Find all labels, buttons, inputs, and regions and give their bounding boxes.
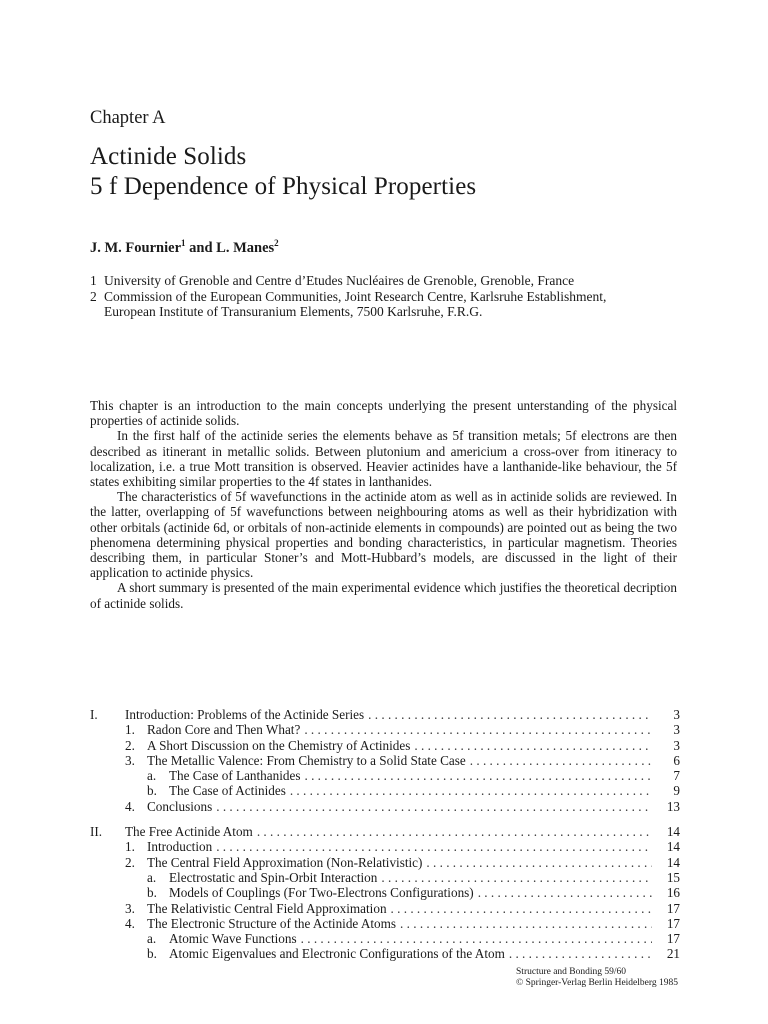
author-1: J. M. Fournier [90,239,182,256]
toc-entry [90,768,680,783]
toc-entry-page: 17 [666,915,680,931]
author-connector: and [185,239,217,256]
affiliation-row [90,289,606,305]
toc-entry-number: II. [90,824,103,840]
affiliations [90,273,606,320]
toc-entry [90,855,680,870]
authors [90,238,279,257]
toc-leader-dots [391,901,652,916]
abstract-paragraph: The characteristics of 5f wavefunctions in the actinide atom as well as in actinide solids are reviewed. In the latter, overlapping of 5f wavefunctions between neighbouring atoms as well as their hybridization with other orbitals (actinide 6d, or orbitals of non-actinide elements in compounds) are pointed out as being the two phenomena determining physical properties and bonding characteristics, in particular magnetism. Theories describing them, in particular Stoner’s and Mott-Hubbard’s models, are discussed in the light of their application to actinide physics. [90,489,677,581]
abstract-paragraph: This chapter is an introduction to the main concepts underlying the present unterstanding of the physical properties of actinide solids. [90,398,677,429]
toc-leader-dots [216,839,652,854]
toc-entry [90,783,680,798]
toc-entry-page: 14 [666,824,680,840]
toc-entry-page: 17 [666,931,680,947]
table-of-contents [90,707,680,962]
author-1-affiliation-mark: 1 [181,238,186,248]
toc-entry-title: The Free Actinide Atom [125,824,253,840]
toc-entry-title: The Electronic Structure of the Actinide Atoms [147,915,397,931]
publication-footer [516,967,678,989]
toc-entry [90,722,680,737]
toc-entry-number: 3. [125,900,135,916]
toc-entry [90,946,680,961]
affiliation-number: 2 [90,288,97,304]
affiliation-text: European Institute of Transuranium Elements, 7500 Karlsruhe, F.R.G. [104,304,483,319]
toc-entry [90,931,680,946]
toc-entry-number: a. [147,869,157,885]
toc-entry-title: The Central Field Approximation (Non-Relativistic) [147,854,423,870]
footer-copyright-line: © Springer-Verlag Berlin Heidelberg 1985 [516,978,678,988]
toc-leader-dots [478,885,652,900]
toc-entry-page: 9 [673,783,680,799]
toc-entry-page: 3 [673,722,680,738]
toc-leader-dots [426,855,652,870]
toc-leader-dots [368,707,652,722]
toc-entry-page: 14 [666,854,680,870]
toc-entry-number: 1. [125,722,135,738]
abstract-paragraph: A short summary is presented of the main experimental evidence which justifies the theoretical decription of actinide solids. [90,580,677,611]
toc-entry-number: a. [147,768,157,784]
toc-entry-number: a. [147,931,157,947]
toc-entry-number: b. [147,946,157,962]
toc-entry-page: 14 [666,839,680,855]
toc-entry-number: I. [90,707,98,722]
toc-leader-dots [414,738,652,753]
toc-leader-dots [381,870,652,885]
chapter-label: Chapter A [90,108,166,128]
toc-section-gap [90,814,680,824]
toc-leader-dots [301,931,652,946]
abstract-paragraph: In the first half of the actinide series the elements behave as 5f transition metals; 5f electrons are then described as itinerant in metallic solids. Between plutonium and americium a cross-over from itineracy to localization, i.e. a true Mott transition is observed. Heavier actinides have a lanthanide-like behaviour, the 5f states exhibiting similar properties to the 4f states in lanthanides. [90,428,677,490]
affiliation-number [90,304,104,320]
toc-leader-dots [304,722,652,737]
toc-entry-number: b. [147,885,157,901]
toc-leader-dots [304,768,652,783]
toc-entry-page: 3 [673,737,680,753]
toc-entry-page: 16 [666,885,680,901]
author-2-affiliation-mark: 2 [274,238,279,248]
chapter-title-line1: Actinide Solids [90,143,247,170]
toc-entry-title: The Case of Actinides [169,783,286,799]
toc-entry-title: The Relativistic Central Field Approximation [147,900,387,916]
toc-entry [90,916,680,931]
toc-entry-title: Introduction [147,839,213,855]
toc-leader-dots [290,783,652,798]
abstract [90,398,677,611]
toc-entry-number: 3. [125,752,135,768]
toc-leader-dots [257,824,652,839]
toc-leader-dots [509,946,652,961]
toc-entry-title: Atomic Eigenvalues and Electronic Configurations of the Atom [169,946,505,962]
toc-entry-title: Atomic Wave Functions [169,931,297,947]
toc-entry-number: 1. [125,839,135,855]
footer-series-line: Structure and Bonding 59/60 [516,967,627,977]
toc-entry-title: Electrostatic and Spin-Orbit Interaction [169,869,378,885]
toc-entry-number: b. [147,783,157,799]
toc-entry-page: 3 [673,707,680,722]
toc-entry [90,799,680,814]
toc-entry [90,885,680,900]
toc-entry-title: The Case of Lanthanides [169,768,301,784]
toc-entry [90,870,680,885]
toc-entry-title: Conclusions [147,798,213,814]
affiliation-number: 1 [90,273,97,288]
toc-entry-page: 15 [666,869,680,885]
affiliation-row [90,304,606,320]
toc-leader-dots [470,753,652,768]
toc-entry-title: A Short Discussion on the Chemistry of Actinides [147,737,411,753]
toc-entry-title: Introduction: Problems of the Actinide Series [125,707,365,722]
toc-entry-page: 6 [673,752,680,768]
author-2: L. Manes [216,239,275,256]
affiliation-row [90,273,606,289]
toc-entry-number: 4. [125,915,135,931]
affiliation-text: Commission of the European Communities, Joint Research Centre, Karlsruhe Establishment, [104,288,607,304]
toc-entry [90,901,680,916]
toc-leader-dots [216,799,652,814]
toc-entry [90,753,680,768]
toc-entry [90,839,680,854]
toc-entry-title: The Metallic Valence: From Chemistry to a Solid State Case [147,752,466,768]
toc-entry [90,738,680,753]
toc-entry-page: 7 [673,768,680,784]
affiliation-text: University of Grenoble and Centre d’Etudes Nucléaires de Grenoble, Grenoble, France [104,273,575,288]
toc-entry-number: 2. [125,737,135,753]
toc-leader-dots [400,916,652,931]
toc-entry-title: Models of Couplings (For Two-Electrons Configurations) [169,885,474,901]
chapter-title-line2: 5 f Dependence of Physical Properties [90,173,477,200]
toc-entry-number: 2. [125,854,135,870]
toc-entry [90,824,680,839]
toc-entry-page: 13 [666,798,680,814]
toc-entry-title: Radon Core and Then What? [147,722,301,738]
toc-entry-page: 17 [666,900,680,916]
toc-entry [90,707,680,722]
toc-entry-page: 21 [666,946,680,962]
toc-entry-number: 4. [125,798,135,814]
